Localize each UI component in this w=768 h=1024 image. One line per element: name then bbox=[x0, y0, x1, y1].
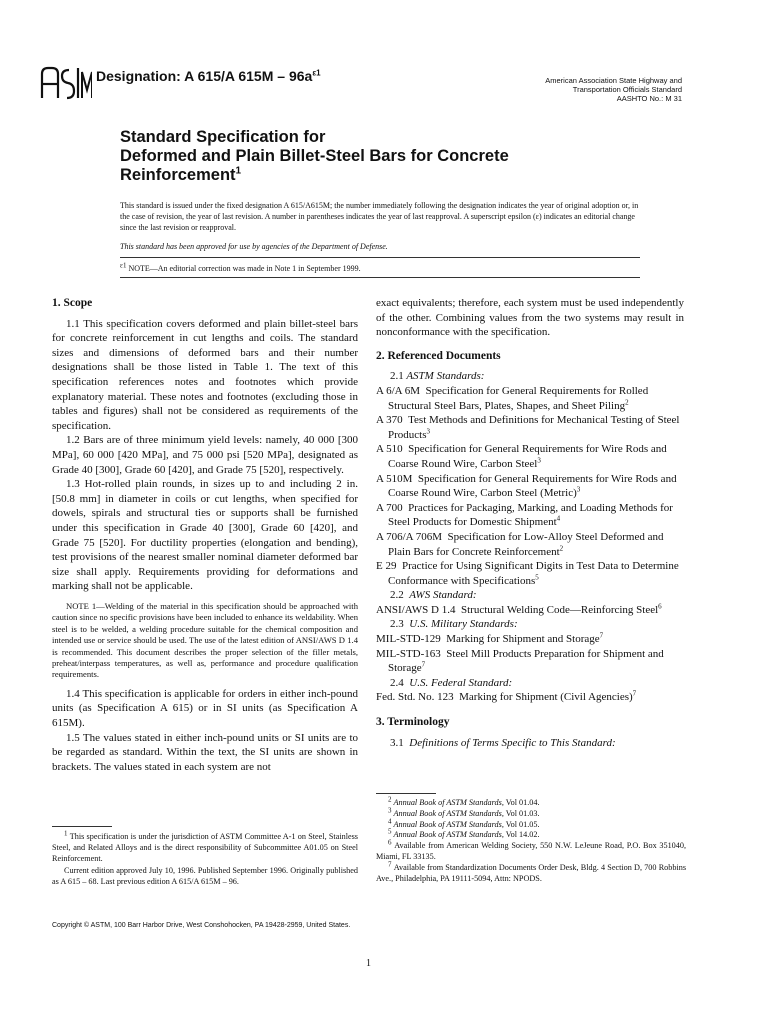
page-number: 1 bbox=[366, 958, 371, 969]
reference-item: A 706/A 706M Specification for Low-Alloy Steel Deformed and Plain Bars for Concrete Reinforcement$^2$ bbox=[376, 530, 664, 558]
subheading-astm-standards: 2.1 ASTM Standards: bbox=[390, 370, 485, 383]
reference-item: MIL-STD-129 Marking for Shipment and Storage$^7$ bbox=[376, 631, 604, 646]
reference-item: A 510M Specification for General Requirements for Wire Rods and Coarse Round Wire, Carbon Steel (Metric)$^3$ bbox=[376, 472, 677, 500]
footnote-1: $^1$ This specification is under the jurisdiction of ASTM Committee A-1 on Steel, Stainless Steel, and Related Alloys and is the direct responsibility of Subcommittee A01.05 on Steel Reinforcement. bbox=[52, 829, 358, 863]
copyright-notice: Copyright © ASTM, 100 Barr Harbor Drive, West Conshohocken, PA 19428-2959, United States. bbox=[52, 922, 351, 929]
footnote-rule bbox=[376, 793, 436, 794]
title-line: Standard Specification for bbox=[120, 128, 326, 146]
reference-item: A 370 Test Methods and Definitions for Mechanical Testing of Steel Products$^3$ bbox=[376, 414, 680, 441]
dod-approval: This standard has been approved for use by agencies of the Department of Defense. bbox=[120, 242, 388, 251]
footnote-6: $^6$ Available from American Welding Society, 550 N.W. LeJeune Road, P.O. Box 351040, Miami, FL 33135. bbox=[376, 838, 687, 861]
divider bbox=[120, 277, 640, 278]
aashto-line: AASHTO No.: M 31 bbox=[616, 94, 682, 103]
footnote-3: $^3$ Annual Book of ASTM Standards, Vol 01.03. bbox=[388, 806, 540, 818]
aashto-block bbox=[545, 76, 682, 103]
para-1-2: 1.2 Bars are of three minimum yield levels: namely, 40 000 [300 MPa], 60 000 [420 MPa], and 75 000 psi [520 MPa], designated as Grade 40 [300], Grade 60 [420], and Grade 75 [520], respectively. bbox=[52, 434, 358, 476]
reference-item: MIL-STD-163 Steel Mill Products Preparation for Shipment and Storage$^7$ bbox=[376, 647, 664, 675]
para-1-4: 1.4 This specification is applicable for orders in either inch-pound units (as Specification A 615) or in SI units (as Specification A 615M). bbox=[52, 687, 358, 729]
footnote-4: $^4$ Annual Book of ASTM Standards, Vol 01.05. bbox=[388, 816, 540, 829]
para-continuation: exact equivalents; therefore, each system must be used independently of the other. Combining values from the two systems may result in nonconformance with the specification. bbox=[376, 297, 684, 339]
para-1-5: 1.5 The values stated in either inch-pound units or SI units are to be regarded as standard. Within the text, the SI units are shown in brackets. The values stated in each system are not bbox=[52, 731, 358, 773]
footnotes-left bbox=[52, 829, 358, 890]
footnotes-right bbox=[376, 795, 687, 884]
note-1: NOTE 1—Welding of the material in this specification should be approached with caution since no specific provisions have been included to enhance its weldability. When steel is to be welded, a welding procedure suitable for the chemical composition and intended use or service should be used. The use of the latest edition of ANSI/AWS D 1.4 is recommended. This document describes the proper selection of the filler metals, preheat/interpass temperatures, as well as, performance and procedure qualification requirements. bbox=[52, 600, 358, 680]
left-column bbox=[52, 296, 358, 774]
reference-item: E 29 Practice for Using Significant Digits in Test Data to Determine Conformance with Specifications$^5$ bbox=[376, 560, 679, 587]
section-heading-terminology: 3. Terminology bbox=[376, 716, 450, 729]
right-column bbox=[376, 296, 684, 750]
divider bbox=[120, 257, 640, 258]
section-heading-scope: 1. Scope bbox=[52, 297, 93, 309]
subheading-definitions: 3.1 Definitions of Terms Specific to This Standard: bbox=[390, 736, 616, 749]
footnote-7: $^7$ Available from Standardization Documents Order Desk, Bldg. 4 Section D, 700 Robbins Ave., Philadelphia, PA 19111-5094, Attn: NPODS. bbox=[376, 860, 687, 883]
reference-item: ANSI/AWS D 1.4 Structural Welding Code—Reinforcing Steel$^6$ bbox=[376, 602, 662, 616]
title-line: Deformed and Plain Billet-Steel Bars for Concrete bbox=[120, 147, 509, 165]
section-heading-referenced-documents: 2. Referenced Documents bbox=[376, 349, 501, 362]
aashto-line: Transportation Officials Standard bbox=[572, 85, 682, 94]
designation: Designation: A 615/A $615M - 96a^{\varepsilon 1}$ bbox=[96, 68, 321, 84]
para-1-1: 1.1 This specification covers deformed and plain billet-steel bars for concrete reinforcement in cut lengths and coils. The standard sizes and dimensions of deformed bars and their number designations shall be those listed in Table 1. The text of this specification references notes and footnotes which provide explanatory material. These notes and footnotes (excluding those in tables and figures) shall not be considered as requirements of the specification. bbox=[52, 317, 358, 432]
subheading-aws-standard: 2.2 AWS Standard: bbox=[390, 589, 477, 602]
subheading-military-standards: 2.3 U.S. Military Standards: bbox=[390, 618, 518, 631]
designation-notice: This standard is issued under the fixed designation A 615/A615M; the number immediately following the designation indicates the year of original adoption or, in the case of revision, the year of last revision. A number in parentheses indicates the year of last reapproval. A superscript epsilon (ε) indicates an editorial change since the last revision or reapproval. bbox=[120, 201, 639, 232]
footnote-2: $^2$ Annual Book of ASTM Standards, Vol 01.04. bbox=[388, 795, 540, 807]
reference-item: A 700 Practices for Packaging, Marking, and Loading Methods for Steel Products for Domestic Shipment$^4$ bbox=[376, 501, 673, 529]
document-title bbox=[120, 128, 680, 185]
footnote-1-continued: Current edition approved July 10, 1996. Published September 1996. Originally published as A 615 – 68. Last previous edition A 615/A 615M – 96. bbox=[52, 866, 358, 887]
aashto-line: American Association State Highway and bbox=[545, 76, 682, 85]
reference-item: A 510 Specification for General Requirements for Wire Rods and Coarse Round Wire, Carbon Steel$^3$ bbox=[376, 443, 667, 470]
astm-logo bbox=[38, 64, 92, 102]
editorial-note: $^{\varepsilon 1}$ NOTE—An editorial correction was made in Note 1 in September 1999. bbox=[120, 261, 361, 273]
footnote-rule bbox=[52, 826, 112, 827]
footnote-5: $^5$ Annual Book of ASTM Standards, Vol 14.02. bbox=[388, 827, 540, 840]
title-line: Reinforcement$^1$ bbox=[120, 165, 242, 184]
reference-item: A 6/A 6M Specification for General Requirements for Rolled Structural Steel Bars, Plates, Shapes, and Sheet Piling$^2$ bbox=[376, 384, 649, 412]
para-1-3: 1.3 Hot-rolled plain rounds, in sizes up to and including 2 in. [50.8 mm] in diameter in coils or cut lengths, when specified for dowels, spirals and structural ties or supports shall be furnished under this specification in Grade 40 [300], Grade 60 [420], and Grade 75 [520]. For ductility properties (elongation and bending), test provisions of the nearest smaller nominal diameter deformed bar size shall apply. Requirements providing for deformations and marking shall not be applicable. bbox=[52, 478, 358, 593]
subheading-federal-standard: 2.4 U.S. Federal Standard: bbox=[390, 676, 513, 689]
reference-item: Fed. Std. No. 123 Marking for Shipment (Civil Agencies)$^7$ bbox=[376, 689, 637, 704]
